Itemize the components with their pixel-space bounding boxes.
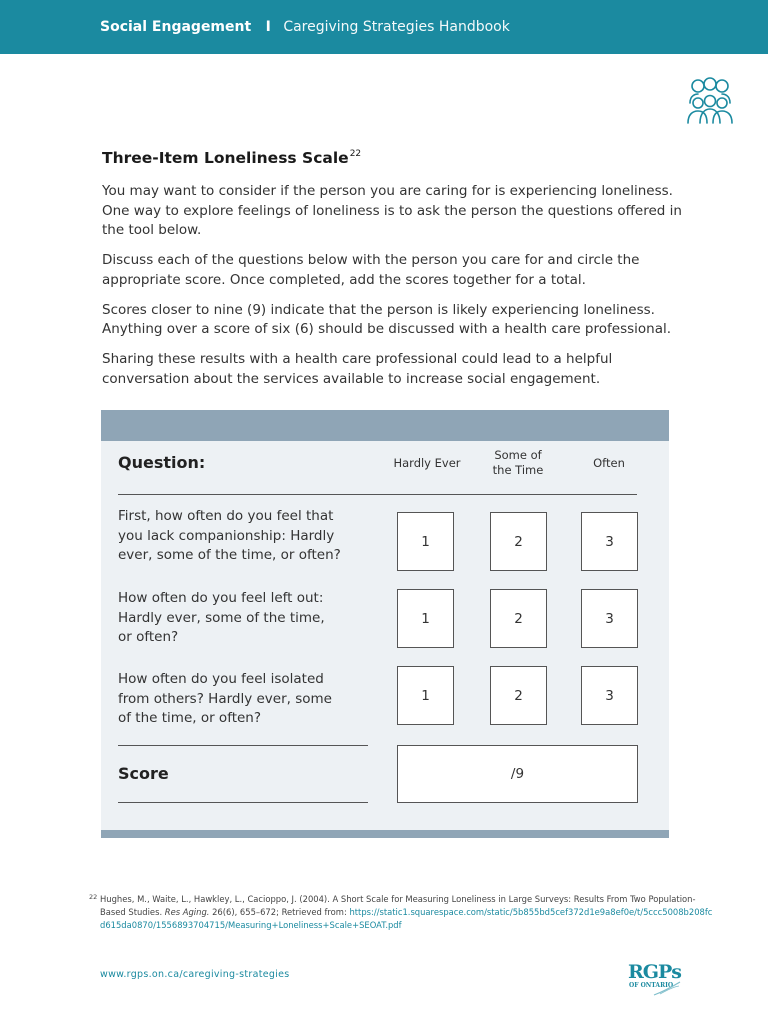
question-line: Hardly ever, some of the time, <box>118 609 325 626</box>
page-title <box>102 149 361 167</box>
question-1-text <box>118 507 348 566</box>
intro-paragraph: Discuss each of the questions below with the person you care for and circle the appropriate score. Once completed, add the scores together for a total. <box>102 252 640 288</box>
question-3-score-often[interactable]: 3 <box>581 666 638 725</box>
table-bottom-band <box>101 830 669 838</box>
question-3-text <box>118 670 348 729</box>
question-2-text <box>118 589 348 648</box>
question-line: How often do you feel isolated <box>118 671 324 687</box>
loneliness-scale-table <box>101 410 669 838</box>
question-line: How often do you feel left out: <box>118 590 324 606</box>
column-heading-some-of-the-time <box>473 448 563 478</box>
table-top-band <box>101 410 669 441</box>
column-heading-line: Often <box>593 456 625 470</box>
page-title-text: Three-Item Loneliness Scale <box>102 149 349 167</box>
footnote <box>100 893 713 932</box>
question-1-score-hardly-ever[interactable]: 1 <box>397 512 454 571</box>
footnote-text: 26(6), 655–672; Retrieved from: <box>209 907 350 917</box>
group-of-people-icon <box>686 76 734 126</box>
logo-text: RGPs <box>628 961 681 983</box>
footnote-journal: Res Aging. <box>164 907 210 917</box>
intro-text <box>102 182 682 400</box>
question-line: from others? Hardly ever, some <box>118 690 332 707</box>
question-line: of the time, or often? <box>118 710 262 726</box>
heading-divider <box>118 494 637 495</box>
score-top-divider <box>118 745 368 746</box>
footnote-reference: 22 <box>349 149 362 159</box>
header-book-title: Caregiving Strategies Handbook <box>283 19 510 35</box>
footnote-line <box>100 906 713 919</box>
footer-website-link[interactable]: www.rgps.on.ca/caregiving-strategies <box>100 969 290 980</box>
question-line: ever, some of the time, or often? <box>118 547 341 563</box>
question-3-score-some-of-the-time[interactable]: 2 <box>490 666 547 725</box>
question-1-score-some-of-the-time[interactable]: 2 <box>490 512 547 571</box>
question-line: First, how often do you feel that <box>118 508 334 524</box>
question-3-score-hardly-ever[interactable]: 1 <box>397 666 454 725</box>
footnote-line: Hughes, M., Waite, L., Hawkley, L., Cacioppo, J. (2004). A Short Scale for Measuring Loneliness in Large Surveys: Results From Two Population- <box>100 894 696 904</box>
footnote-link[interactable]: d615da0870/1556893704715/Measuring+Loneliness+Scale+SEOAT.pdf <box>100 920 402 930</box>
score-bottom-divider <box>118 802 368 803</box>
column-heading-often <box>564 456 654 471</box>
header-section-name: Social Engagement <box>100 19 252 35</box>
footnote-text: Based Studies. <box>100 907 165 917</box>
rgps-ontario-logo <box>624 956 684 998</box>
intro-paragraph: Sharing these results with a health care professional could lead to a helpful conversation about the services available to increase social engagement. <box>102 351 613 387</box>
header-title <box>100 19 510 35</box>
question-2-score-often[interactable]: 3 <box>581 589 638 648</box>
footnote-mark: 22 <box>89 893 98 901</box>
logo-subtext: OF ONTARIO <box>629 982 674 989</box>
total-score-field[interactable]: /9 <box>397 745 638 803</box>
footnote-link[interactable]: https://static1.squarespace.com/static/5b855bd5cef372d1e9a8ef0e/t/5ccc5008b208fc <box>349 907 713 917</box>
column-heading-hardly-ever <box>382 456 472 471</box>
score-label: Score <box>118 764 169 783</box>
intro-paragraph: You may want to consider if the person you are caring for is experiencing loneliness. One way to explore feelings of loneliness is to ask the person the questions offered in the tool below. <box>102 183 682 238</box>
column-heading-line: Some of <box>494 448 542 462</box>
question-line: or often? <box>118 629 179 645</box>
column-heading-line: Hardly Ever <box>393 456 461 470</box>
header-separator: I <box>265 19 271 35</box>
question-2-score-hardly-ever[interactable]: 1 <box>397 589 454 648</box>
column-heading-line: the Time <box>492 463 544 477</box>
question-column-heading: Question: <box>118 453 206 472</box>
page-header <box>0 0 768 54</box>
intro-paragraph: Scores closer to nine (9) indicate that the person is likely experiencing loneliness. Anything over a score of six (6) should be discussed with a health care professional. <box>102 301 672 337</box>
question-2-score-some-of-the-time[interactable]: 2 <box>490 589 547 648</box>
question-line: you lack companionship: Hardly <box>118 527 335 544</box>
question-1-score-often[interactable]: 3 <box>581 512 638 571</box>
